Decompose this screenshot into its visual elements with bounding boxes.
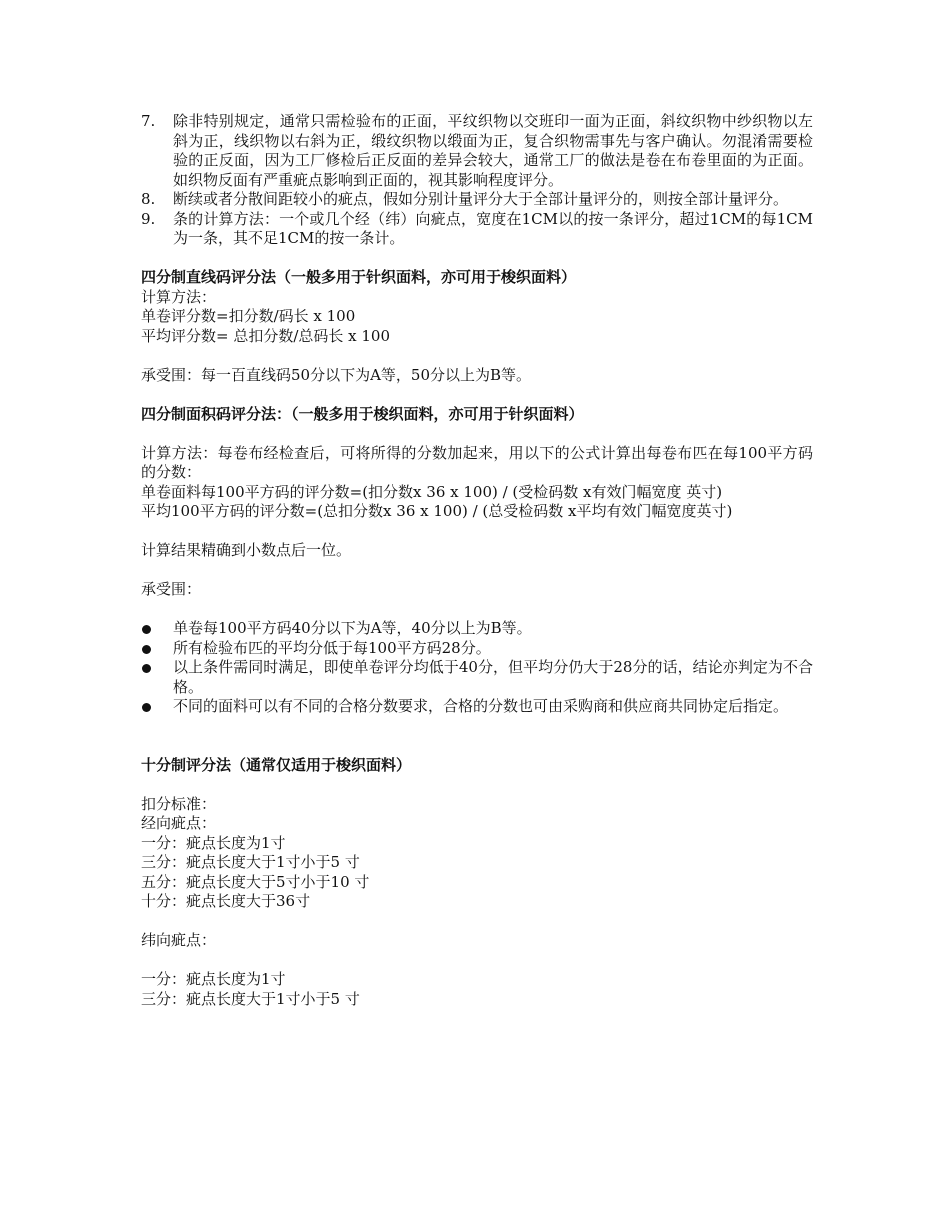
bullet-item xyxy=(141,658,813,697)
acceptance-bullets xyxy=(141,619,813,717)
warp-item: 五分：疵点长度大于5寸小于10 寸 xyxy=(141,872,370,891)
bullet-dot-icon xyxy=(142,645,151,654)
weft-label: 纬向疵点： xyxy=(141,931,217,949)
precision-note: 计算结果精确到小数点后一位。 xyxy=(141,541,352,559)
list-item-text: 断续或者分散间距较小的疵点，假如分别计量评分大于全部计量评分的，则按全部计量评分。 xyxy=(173,190,789,208)
area-yard-section xyxy=(141,405,813,717)
acceptance-label: 承受围： xyxy=(141,580,202,598)
deduction-label: 扣分标准： xyxy=(141,794,217,813)
list-item-number: 7. xyxy=(141,112,156,130)
warp-item: 一分：疵点长度为1寸 xyxy=(141,833,286,852)
bullet-text: 以上条件需同时满足，即使单卷评分均低于40分，但平均分仍大于28分的话，结论亦判定为不合格。 xyxy=(173,658,813,696)
rules-list xyxy=(141,112,813,249)
list-item xyxy=(141,112,813,190)
formula-average: 平均评分数= 总扣分数/总码长 x 100 xyxy=(141,326,391,345)
document-page xyxy=(141,112,813,1009)
formula-average: 平均100平方码的评分数=(总扣分数x 36 x 100) / (总受检码数 x平均有效门幅宽度英寸) xyxy=(141,502,733,520)
list-item-number: 9. xyxy=(141,209,156,228)
bullet-dot-icon xyxy=(142,625,151,634)
linear-yard-section xyxy=(141,268,813,385)
bullet-dot-icon xyxy=(142,703,151,712)
bullet-text: 不同的面料可以有不同的合格分数要求，合格的分数也可由采购商和供应商共同协定后指定。 xyxy=(173,697,789,715)
list-item-text: 条的计算方法：一个或几个经（纬）向疵点，宽度在1CM以的按一条评分，超过1CM的每1CM为一条，其不足1CM的按一条计。 xyxy=(173,209,813,247)
weft-item: 一分：疵点长度为1寸 xyxy=(141,970,286,988)
section-heading: 四分制直线码评分法（一般多用于针织面料，亦可用于梭织面料） xyxy=(141,268,577,286)
method-label: 计算方法： xyxy=(141,287,217,306)
bullet-text: 所有检验布匹的平均分低于每100平方码28分。 xyxy=(173,638,491,657)
bullet-item xyxy=(141,639,813,659)
method-text: 计算方法：每卷布经检查后，可将所得的分数加起来，用以下的公式计算出每卷布匹在每100平方码的分数： xyxy=(141,443,813,481)
bullet-item xyxy=(141,697,813,717)
list-item-text: 除非特别规定，通常只需检验布的正面，平纹织物以交班印一面为正面，斜纹织物中纱织物以左斜为正，线织物以右斜为正，缎纹织物以缎面为正，复合织物需事先与客户确认。勿混淆需要检验的正反面，因为工厂修检后正反面的差异会较大，通常工厂的做法是卷在布卷里面的为正面。如织物反面有严重疵点影响到正面的，视其影响程度评分。 xyxy=(173,112,813,189)
ten-point-section xyxy=(141,756,813,1010)
list-item-number: 8. xyxy=(141,190,156,208)
warp-label: 经向疵点： xyxy=(141,814,217,832)
warp-item: 十分：疵点长度大于36寸 xyxy=(141,892,311,910)
bullet-dot-icon xyxy=(142,664,151,673)
formula-single: 单卷评分数=扣分数/码长 x 100 xyxy=(141,307,356,325)
acceptance-text: 承受围：每一百直线码50分以下为A等，50分以上为B等。 xyxy=(141,365,532,384)
warp-item: 三分：疵点长度大于1寸小于5 寸 xyxy=(141,853,360,871)
section-heading: 四分制面积码评分法：（一般多用于梭织面料，亦可用于针织面料） xyxy=(141,404,584,423)
section-heading: 十分制评分法（通常仅适用于梭织面料） xyxy=(141,755,412,774)
list-item xyxy=(141,190,813,210)
formula-single: 单卷面料每100平方码的评分数=(扣分数x 36 x 100) / (受检码数 x有效门幅宽度 英寸) xyxy=(141,482,723,501)
list-item xyxy=(141,210,813,249)
weft-item: 三分：疵点长度大于1寸小于5 寸 xyxy=(141,989,360,1008)
bullet-item xyxy=(141,619,813,639)
bullet-text: 单卷每100平方码40分以下为A等，40分以上为B等。 xyxy=(173,619,532,637)
